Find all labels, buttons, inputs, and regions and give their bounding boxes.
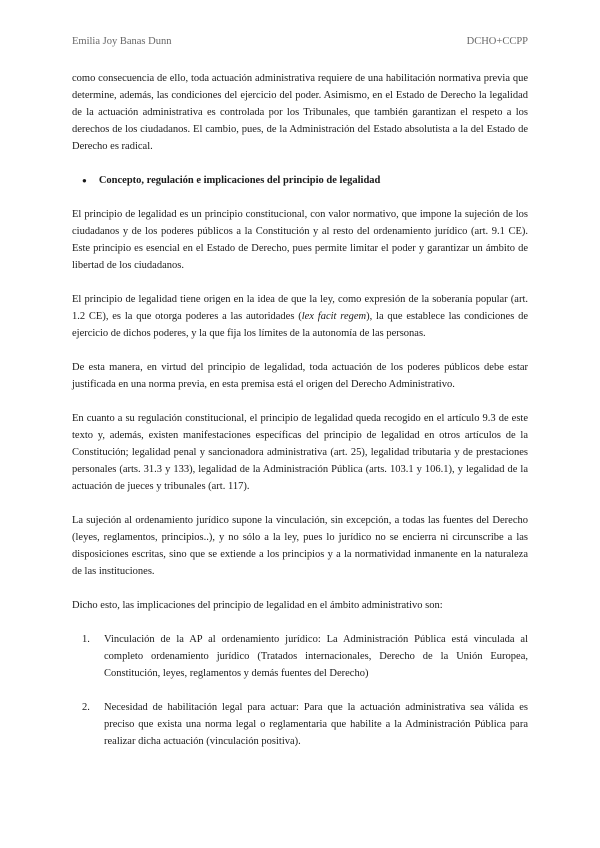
list-item <box>82 699 528 750</box>
paragraph <box>72 291 528 342</box>
page-header <box>72 36 528 47</box>
paragraph: Dicho esto, las implicaciones del principio de legalidad en el ámbito administrativo son: <box>72 600 443 611</box>
section-heading <box>82 172 528 189</box>
implications-list <box>72 631 528 750</box>
list-number: 1. <box>82 634 90 645</box>
paragraph: El principio de legalidad es un principio constitucional, con valor normativo, que impone la sujeción de los ciudadanos y de los poderes públicos a la Constitución y al resto del ordenamiento jurídico (art. 9.1 CE). Este principio es esencial en el Estado de Derecho, pues permite limitar el poder y garantizar un ámbito de libertad de los ciudadanos. <box>72 209 528 271</box>
paragraph: En cuanto a su regulación constitucional, el principio de legalidad queda recogido en el artículo 9.3 de este texto y, además, existen manifestaciones específicas del principio de legalidad en otros artículos de la Constitución; legalidad penal y sancionadora administrativa (art. 25), legalidad tributaria y de prestaciones personales (arts. 31.3 y 133), legalidad de la Administración Pública (arts. 103.1 y 106.1), y legalidad de la actuación de jueces y tribunales (art. 117). <box>72 413 528 492</box>
list-number: 2. <box>82 702 90 713</box>
course-code: DCHO+CCPP <box>466 36 528 47</box>
section-heading-text: Concepto, regulación e implicaciones del principio de legalidad <box>98 175 381 186</box>
list-item-text: Necesidad de habilitación legal para actuar: Para que la actuación administrativa sea válida es preciso que exista una norma legal o reglamentaria que habilite a la Administración Pública para realizar dicha actuación (vinculación positiva). <box>104 702 528 747</box>
bullet-icon: ● <box>82 176 87 185</box>
document-body <box>72 70 528 767</box>
list-item <box>82 631 528 682</box>
paragraph: La sujeción al ordenamiento jurídico supone la vinculación, sin excepción, a todas las fuentes del Derecho (leyes, reglamentos, principios..), y no sólo a la ley, pues lo jurídico no se encierra ni circunscribe a las disposiciones escritas, sino que se extiende a los principios y a la normatividad inmanente en la naturaleza de las instituciones. <box>72 515 528 577</box>
author-name: Emilia Joy Banas Dunn <box>72 36 172 47</box>
paragraph-text: ), la que establece las condiciones de ejercicio de dichos poderes, y la que fija los límites de la autonomía de las personas. <box>72 311 529 339</box>
list-item-text: Vinculación de la AP al ordenamiento jurídico: La Administración Pública está vinculada al completo ordenamiento jurídico (Tratados internacionales, Derecho de la Unión Europea, Constitución, leyes, reglamentos y demás fuentes del Derecho) <box>104 634 528 679</box>
paragraph: De esta manera, en virtud del principio de legalidad, toda actuación de los poderes públicos debe estar justificada en una norma previa, en esta premisa está el origen del Derecho Administrativo. <box>72 362 528 390</box>
paragraph-text: El principio de legalidad tiene origen en la idea de que la ley, como expresión de la soberanía popular (art. 1.2 CE), es la que otorga poderes a las autoridades ( <box>72 294 528 322</box>
latin-phrase: lex facit regem <box>301 311 367 322</box>
paragraph: como consecuencia de ello, toda actuación administrativa requiere de una habilitación normativa previa que determine, además, las condiciones del ejercicio del poder. Asimismo, en el Estado de Derecho la legalidad de la actuación administrativa es controlada por los Tribunales, que también garantizan el respeto a los derechos de los ciudadanos. El cambio, pues, de la Administración del Estado absolutista a la del Estado de Derecho es radical. <box>72 73 528 152</box>
